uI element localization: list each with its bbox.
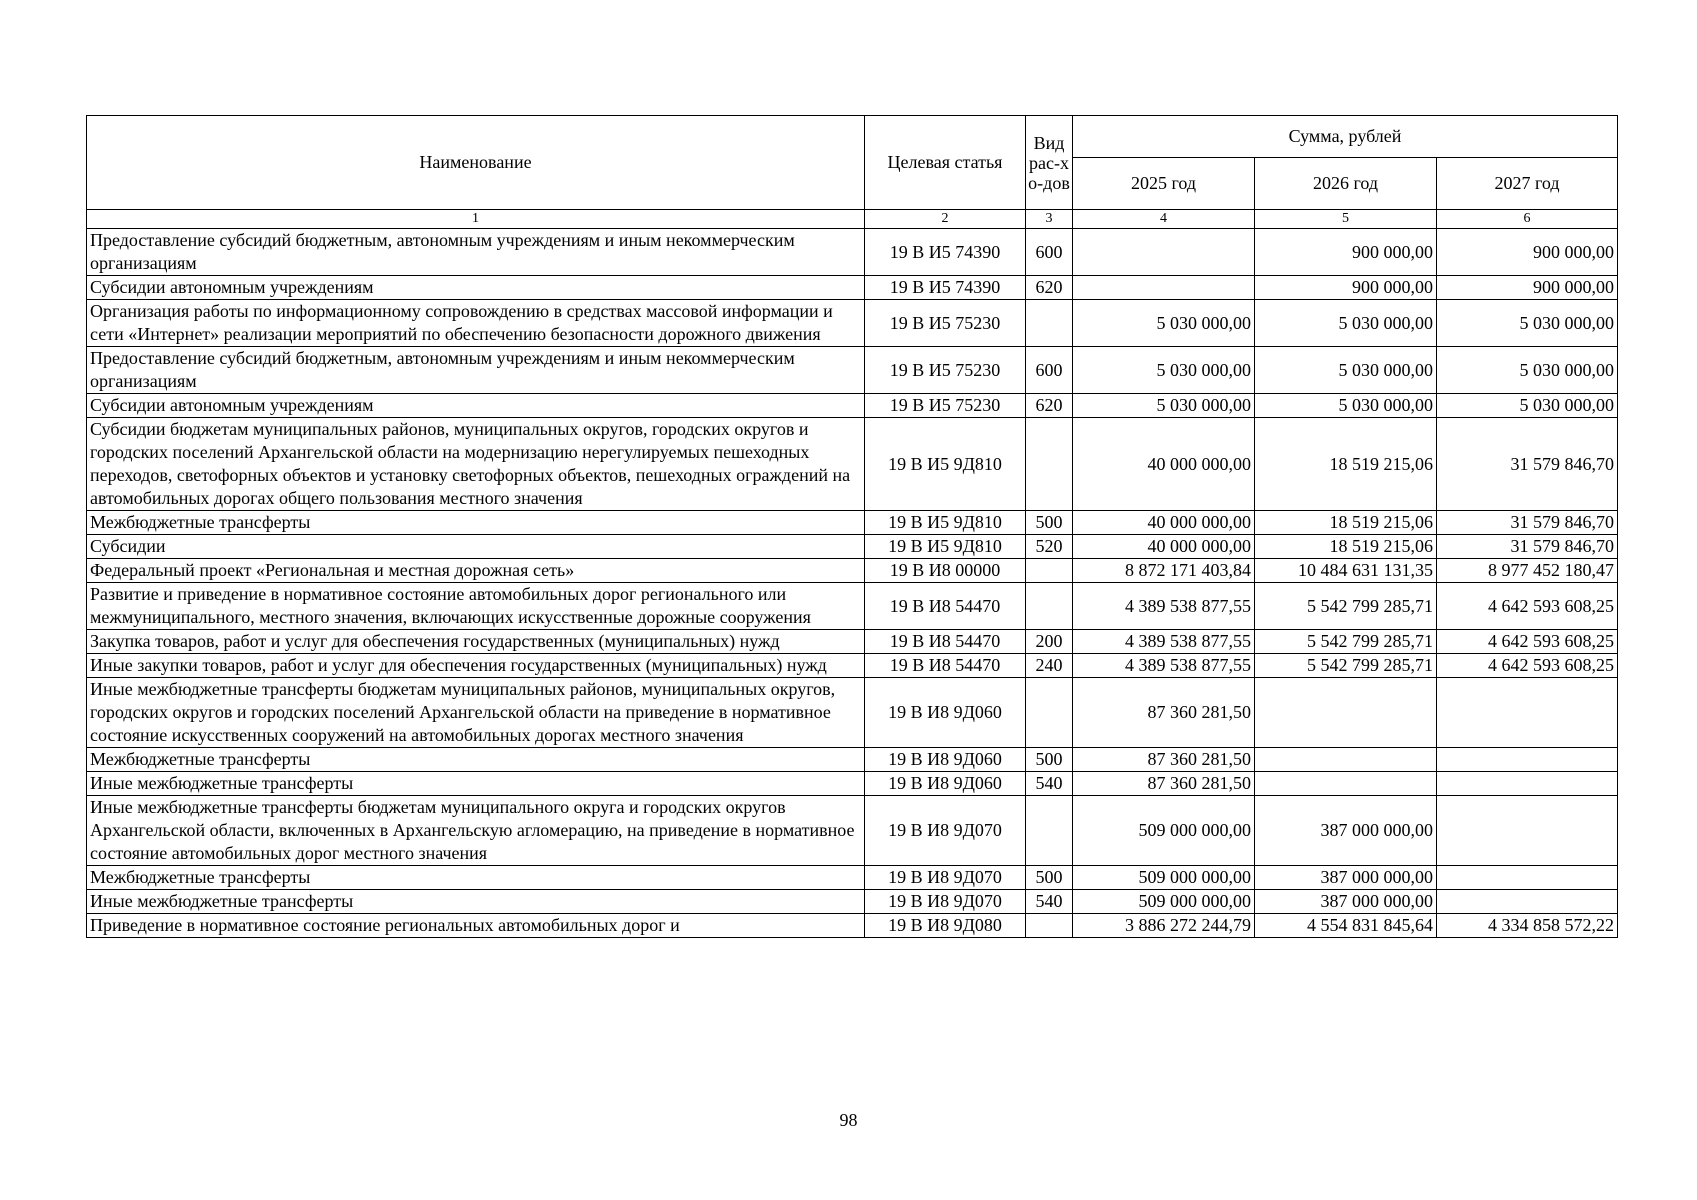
row-amount-2027: 5 030 000,00 — [1437, 300, 1618, 347]
row-target-article: 19 В И5 74390 — [865, 276, 1026, 300]
row-amount-2027: 4 642 593 608,25 — [1437, 654, 1618, 678]
row-target-article: 19 В И5 74390 — [865, 229, 1026, 276]
column-number: 5 — [1255, 210, 1437, 229]
row-name: Субсидии бюджетам муниципальных районов, муниципальных округов, городских округов и городских поселений Архангельской области на модернизацию нерегулируемых пешеходных переходов, светофорных объектов и установку светофорных объектов, пешеходных ограждений на автомобильных дорогах общего пользования местного значения — [87, 418, 865, 511]
row-target-article: 19 В И8 54470 — [865, 583, 1026, 630]
row-amount-2025 — [1073, 276, 1255, 300]
row-amount-2027: 31 579 846,70 — [1437, 535, 1618, 559]
row-amount-2026: 5 542 799 285,71 — [1255, 630, 1437, 654]
row-name: Иные межбюджетные трансферты бюджетам муниципального округа и городских округов Архангельской области, включенных в Архангельскую агломерацию, на приведение в нормативное состояние автомобильных дорог местного значения — [87, 796, 865, 866]
page-number: 98 — [839, 1110, 858, 1130]
row-expense-type — [1026, 914, 1073, 938]
row-amount-2025: 8 872 171 403,84 — [1073, 559, 1255, 583]
row-amount-2026 — [1255, 772, 1437, 796]
table-row — [87, 559, 1618, 583]
row-expense-type — [1026, 796, 1073, 866]
column-numbers-row — [87, 210, 1618, 229]
row-name: Иные межбюджетные трансферты бюджетам муниципальных районов, муниципальных округов, городских округов и городских поселений Архангельской области на приведение в нормативное состояние искусственных сооружений на автомобильных дорогах местного значения — [87, 678, 865, 748]
row-amount-2027: 900 000,00 — [1437, 276, 1618, 300]
row-name: Межбюджетные трансферты — [87, 866, 865, 890]
row-expense-type: 500 — [1026, 511, 1073, 535]
row-target-article: 19 В И8 9Д060 — [865, 678, 1026, 748]
row-amount-2025: 509 000 000,00 — [1073, 866, 1255, 890]
row-expense-type: 500 — [1026, 866, 1073, 890]
row-expense-type: 500 — [1026, 748, 1073, 772]
row-amount-2026: 5 030 000,00 — [1255, 300, 1437, 347]
row-name: Межбюджетные трансферты — [87, 511, 865, 535]
row-expense-type: 540 — [1026, 772, 1073, 796]
table-row — [87, 772, 1618, 796]
row-amount-2025: 5 030 000,00 — [1073, 394, 1255, 418]
row-name: Развитие и приведение в нормативное состояние автомобильных дорог регионального или межмуниципального, местного значения, включающих искусственные дорожные сооружения — [87, 583, 865, 630]
table-row — [87, 678, 1618, 748]
row-amount-2026: 10 484 631 131,35 — [1255, 559, 1437, 583]
row-amount-2027: 900 000,00 — [1437, 229, 1618, 276]
header-year-2025: 2025 год — [1073, 158, 1255, 210]
row-amount-2025: 40 000 000,00 — [1073, 535, 1255, 559]
row-amount-2026: 5 030 000,00 — [1255, 394, 1437, 418]
row-name: Субсидии автономным учреждениям — [87, 276, 865, 300]
table-row — [87, 229, 1618, 276]
row-name: Предоставление субсидий бюджетным, автономным учреждениям и иным некоммерческим организациям — [87, 229, 865, 276]
row-amount-2025: 40 000 000,00 — [1073, 418, 1255, 511]
row-amount-2025: 40 000 000,00 — [1073, 511, 1255, 535]
row-target-article: 19 В И8 9Д060 — [865, 772, 1026, 796]
table-row — [87, 394, 1618, 418]
row-amount-2025: 4 389 538 877,55 — [1073, 583, 1255, 630]
row-expense-type: 620 — [1026, 276, 1073, 300]
table-row — [87, 535, 1618, 559]
header-row-top — [87, 116, 1618, 158]
row-amount-2025: 4 389 538 877,55 — [1073, 654, 1255, 678]
row-target-article: 19 В И5 9Д810 — [865, 535, 1026, 559]
table-row — [87, 914, 1618, 938]
header-name: Наименование — [87, 116, 865, 210]
row-amount-2025: 87 360 281,50 — [1073, 748, 1255, 772]
table-row — [87, 796, 1618, 866]
row-expense-type — [1026, 678, 1073, 748]
row-amount-2027 — [1437, 796, 1618, 866]
row-amount-2025: 5 030 000,00 — [1073, 347, 1255, 394]
row-name: Иные межбюджетные трансферты — [87, 890, 865, 914]
row-target-article: 19 В И8 9Д070 — [865, 796, 1026, 866]
row-amount-2027: 8 977 452 180,47 — [1437, 559, 1618, 583]
row-name: Межбюджетные трансферты — [87, 748, 865, 772]
row-amount-2027: 4 642 593 608,25 — [1437, 630, 1618, 654]
row-amount-2025: 5 030 000,00 — [1073, 300, 1255, 347]
row-expense-type — [1026, 418, 1073, 511]
column-number: 1 — [87, 210, 865, 229]
row-amount-2027: 4 642 593 608,25 — [1437, 583, 1618, 630]
table-body — [87, 229, 1618, 938]
row-amount-2025: 509 000 000,00 — [1073, 890, 1255, 914]
row-expense-type — [1026, 300, 1073, 347]
row-amount-2025: 509 000 000,00 — [1073, 796, 1255, 866]
row-name: Организация работы по информационному сопровождению в средствах массовой информации и сети «Интернет» реализации мероприятий по обеспечению безопасности дорожного движения — [87, 300, 865, 347]
row-amount-2026 — [1255, 678, 1437, 748]
row-amount-2027: 31 579 846,70 — [1437, 511, 1618, 535]
row-amount-2027: 31 579 846,70 — [1437, 418, 1618, 511]
table-row — [87, 654, 1618, 678]
table-row — [87, 866, 1618, 890]
row-expense-type: 520 — [1026, 535, 1073, 559]
row-amount-2026: 5 542 799 285,71 — [1255, 583, 1437, 630]
header-sum: Сумма, рублей — [1073, 116, 1618, 158]
row-amount-2027 — [1437, 678, 1618, 748]
table-row — [87, 748, 1618, 772]
row-amount-2026: 18 519 215,06 — [1255, 511, 1437, 535]
row-amount-2026: 18 519 215,06 — [1255, 535, 1437, 559]
row-amount-2026: 5 542 799 285,71 — [1255, 654, 1437, 678]
row-amount-2025: 4 389 538 877,55 — [1073, 630, 1255, 654]
row-target-article: 19 В И8 54470 — [865, 654, 1026, 678]
row-amount-2026: 900 000,00 — [1255, 229, 1437, 276]
row-expense-type: 240 — [1026, 654, 1073, 678]
row-expense-type: 600 — [1026, 229, 1073, 276]
budget-table — [86, 115, 1618, 938]
row-name: Субсидии — [87, 535, 865, 559]
table-row — [87, 890, 1618, 914]
row-target-article: 19 В И8 9Д070 — [865, 890, 1026, 914]
row-amount-2026: 18 519 215,06 — [1255, 418, 1437, 511]
row-target-article: 19 В И8 9Д070 — [865, 866, 1026, 890]
table-row — [87, 347, 1618, 394]
row-name: Иные межбюджетные трансферты — [87, 772, 865, 796]
header-expense-type: Вид рас-хо-дов — [1026, 116, 1073, 210]
row-amount-2026: 387 000 000,00 — [1255, 890, 1437, 914]
row-target-article: 19 В И8 54470 — [865, 630, 1026, 654]
row-target-article: 19 В И5 9Д810 — [865, 418, 1026, 511]
row-name: Федеральный проект «Региональная и местная дорожная сеть» — [87, 559, 865, 583]
header-year-2027: 2027 год — [1437, 158, 1618, 210]
row-target-article: 19 В И8 9Д080 — [865, 914, 1026, 938]
row-expense-type — [1026, 559, 1073, 583]
row-amount-2027: 5 030 000,00 — [1437, 347, 1618, 394]
table-row — [87, 630, 1618, 654]
header-article: Целевая статья — [865, 116, 1026, 210]
column-number: 6 — [1437, 210, 1618, 229]
row-name: Закупка товаров, работ и услуг для обеспечения государственных (муниципальных) нужд — [87, 630, 865, 654]
row-target-article: 19 В И5 75230 — [865, 300, 1026, 347]
row-name: Предоставление субсидий бюджетным, автономным учреждениям и иным некоммерческим организациям — [87, 347, 865, 394]
row-expense-type: 540 — [1026, 890, 1073, 914]
column-number: 2 — [865, 210, 1026, 229]
row-expense-type: 600 — [1026, 347, 1073, 394]
row-amount-2027 — [1437, 772, 1618, 796]
row-amount-2026: 387 000 000,00 — [1255, 866, 1437, 890]
row-amount-2025 — [1073, 229, 1255, 276]
row-amount-2026 — [1255, 748, 1437, 772]
column-number: 4 — [1073, 210, 1255, 229]
row-amount-2026: 5 030 000,00 — [1255, 347, 1437, 394]
row-target-article: 19 В И5 75230 — [865, 347, 1026, 394]
row-amount-2025: 3 886 272 244,79 — [1073, 914, 1255, 938]
row-target-article: 19 В И8 00000 — [865, 559, 1026, 583]
table-row — [87, 511, 1618, 535]
row-amount-2025: 87 360 281,50 — [1073, 772, 1255, 796]
row-expense-type: 620 — [1026, 394, 1073, 418]
row-expense-type: 200 — [1026, 630, 1073, 654]
row-name: Приведение в нормативное состояние региональных автомобильных дорог и — [87, 914, 865, 938]
row-amount-2026: 387 000 000,00 — [1255, 796, 1437, 866]
table-row — [87, 583, 1618, 630]
table-row — [87, 300, 1618, 347]
row-amount-2027: 5 030 000,00 — [1437, 394, 1618, 418]
row-amount-2027: 4 334 858 572,22 — [1437, 914, 1618, 938]
row-target-article: 19 В И5 9Д810 — [865, 511, 1026, 535]
header-year-2026: 2026 год — [1255, 158, 1437, 210]
row-amount-2026: 4 554 831 845,64 — [1255, 914, 1437, 938]
row-name: Иные закупки товаров, работ и услуг для обеспечения государственных (муниципальных) нужд — [87, 654, 865, 678]
table-row — [87, 276, 1618, 300]
table-row — [87, 418, 1618, 511]
row-amount-2026: 900 000,00 — [1255, 276, 1437, 300]
row-target-article: 19 В И5 75230 — [865, 394, 1026, 418]
row-expense-type — [1026, 583, 1073, 630]
row-amount-2025: 87 360 281,50 — [1073, 678, 1255, 748]
row-target-article: 19 В И8 9Д060 — [865, 748, 1026, 772]
row-name: Субсидии автономным учреждениям — [87, 394, 865, 418]
column-number: 3 — [1026, 210, 1073, 229]
row-amount-2027 — [1437, 890, 1618, 914]
row-amount-2027 — [1437, 748, 1618, 772]
row-amount-2027 — [1437, 866, 1618, 890]
